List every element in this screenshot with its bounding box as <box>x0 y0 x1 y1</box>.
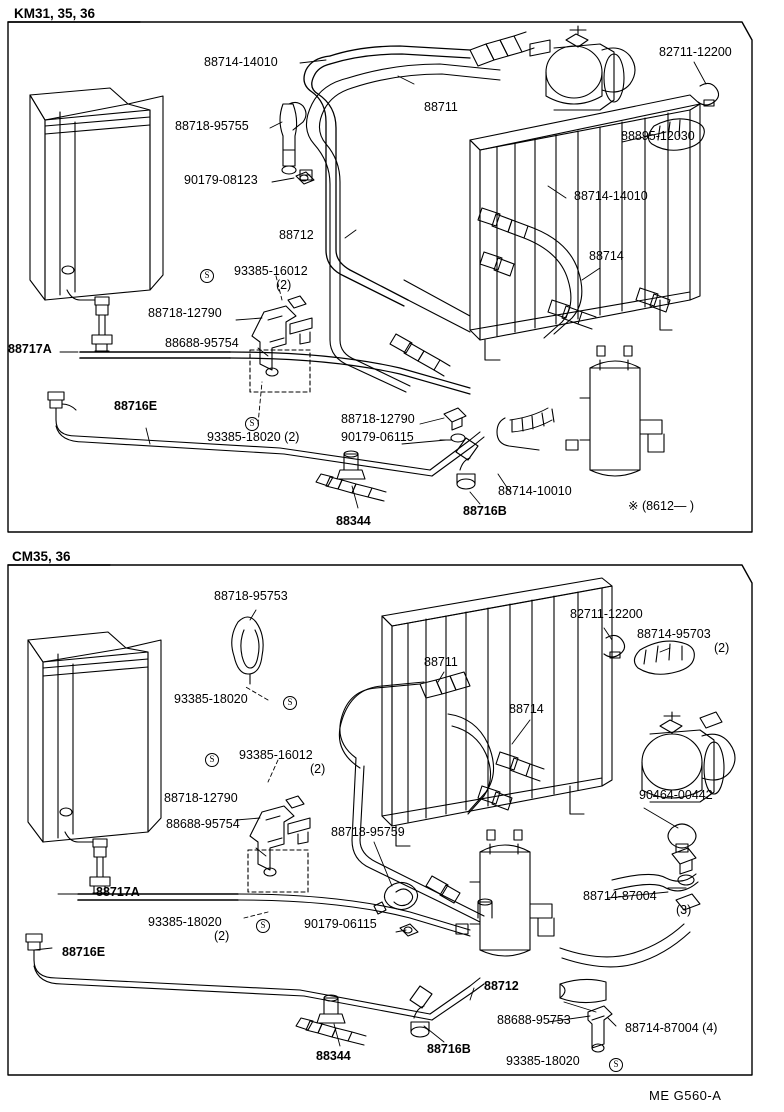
part-label-90179-08123: 90179-08123 <box>184 173 258 187</box>
part-label-88714-14010-right: 88714-14010 <box>574 189 648 203</box>
part-label-88718-12790-right: 88718-12790 <box>341 412 415 426</box>
s-icon: S <box>283 696 297 710</box>
s-icon: S <box>205 753 219 767</box>
part-label-82711-12200-bottom: 82711-12200 <box>570 607 643 621</box>
part-label-88717A-top: 88717A <box>8 342 52 356</box>
part-label-88344-bottom: 88344 <box>316 1049 351 1063</box>
s-mark-93385-16012-top <box>200 265 214 283</box>
s-icon: S <box>200 269 214 283</box>
part-label-88718-95755: 88718-95755 <box>175 119 249 133</box>
s-mark-93385-16012-bottom <box>205 749 219 767</box>
part-label-88714-10010: 88714-10010 <box>498 484 572 498</box>
part-label-88716E-top: 88716E <box>114 399 158 413</box>
part-qty-93385-18020-lower: (2) <box>214 929 230 943</box>
part-label-88718-95753-bottom: 88718-95753 <box>214 589 288 603</box>
part-label-88716B-top: 88716B <box>463 504 507 518</box>
part-label-88716E-bottom: 88716E <box>62 945 106 959</box>
part-label-88714-top: 88714 <box>589 249 624 263</box>
part-label-90179-06115: 90179-06115 <box>341 430 414 444</box>
s-mark-93385-18020-lower <box>256 915 270 933</box>
part-label-88714-87004-4: 88714-87004 (4) <box>625 1021 718 1035</box>
note-production-date-top: ※ (8612— ) <box>628 499 695 513</box>
part-label-90464-00442: 90464-00442 <box>639 788 713 802</box>
s-icon: S <box>256 919 270 933</box>
s-mark-93385-18020-last <box>609 1054 623 1072</box>
part-label-88712-top: 88712 <box>279 228 314 242</box>
part-label-88718-12790-bottom: 88718-12790 <box>164 791 238 805</box>
part-label-88716B-bottom: 88716B <box>427 1042 471 1056</box>
part-label-88344-top: 88344 <box>336 514 371 528</box>
part-label-82711-12200-top: 82711-12200 <box>659 45 732 59</box>
s-icon: S <box>245 417 259 431</box>
footer-diagram-code: ME G560-A <box>649 1088 722 1103</box>
part-label-93385-18020-lower: 93385-18020 <box>148 915 222 929</box>
part-label-88718-95759: 88718-95759 <box>331 825 405 839</box>
part-label-93385-16012-bottom: 93385-16012 <box>239 748 313 762</box>
part-label-90179-06115-bottom: 90179-06115 <box>304 917 377 931</box>
part-label-88712-bottom: 88712 <box>484 979 519 993</box>
s-icon: S <box>609 1058 623 1072</box>
part-label-88714-87004-3: 88714-87004 <box>583 889 657 903</box>
part-qty-93385-16012-top: (2) <box>276 278 292 292</box>
part-label-88688-95754-bottom: 88688-95754 <box>166 817 240 831</box>
part-label-88718-12790-left: 88718-12790 <box>148 306 222 320</box>
part-label-88895-12030: 88895-12030 <box>621 129 695 143</box>
part-label-88711-bottom: 88711 <box>424 655 458 669</box>
s-mark-93385-18020-top <box>245 413 259 431</box>
part-label-88711-top: 88711 <box>424 100 458 114</box>
part-qty-93385-16012-bottom: (2) <box>310 762 326 776</box>
part-label-93385-18020-top: 93385-18020 (2) <box>207 430 300 444</box>
part-label-93385-18020-upper: 93385-18020 <box>174 692 248 706</box>
part-qty-88714-87004-3: (3) <box>676 903 692 917</box>
part-label-88714-95703: 88714-95703 <box>637 627 711 641</box>
part-label-88714-bottom: 88714 <box>509 702 544 716</box>
section-title-bottom: CM35, 36 <box>12 549 71 564</box>
part-qty-88714-95703: (2) <box>714 641 730 655</box>
s-mark-93385-18020-upper <box>283 692 297 710</box>
part-label-88688-95753: 88688-95753 <box>497 1013 571 1027</box>
part-label-93385-18020-last: 93385-18020 <box>506 1054 580 1068</box>
part-label-88714-14010-top: 88714-14010 <box>204 55 278 69</box>
section-title-top: KM31, 35, 36 <box>14 6 96 21</box>
part-label-88688-95754-top: 88688-95754 <box>165 336 239 350</box>
part-label-93385-16012-top: 93385-16012 <box>234 264 308 278</box>
part-label-88717A-bottom: 88717A <box>96 885 140 899</box>
